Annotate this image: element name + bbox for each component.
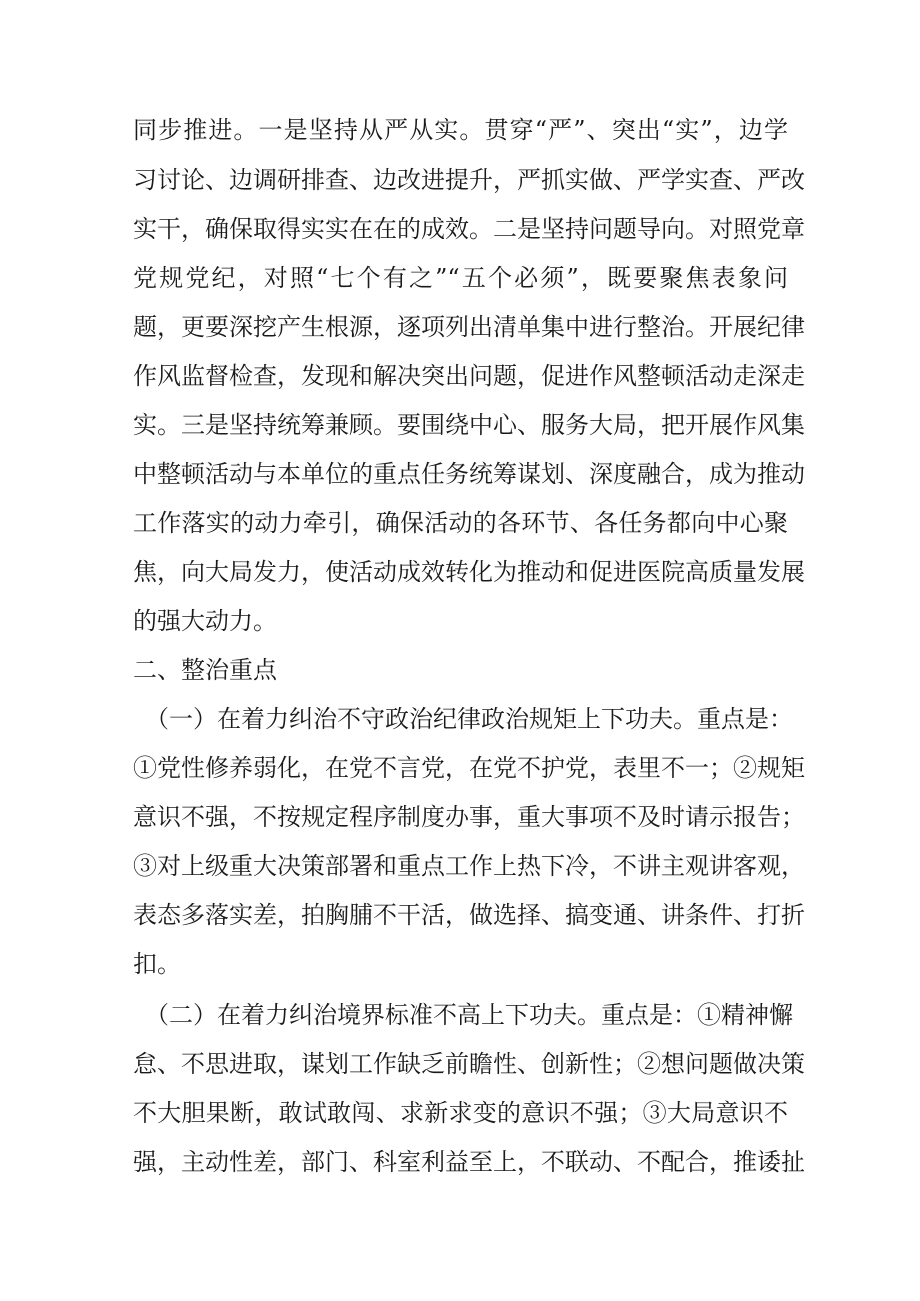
text-line: 习讨论、边调研排查、边改进提升，严抓实做、严学实查、严改	[133, 166, 805, 194]
text-line: 的强大动力。	[133, 607, 277, 635]
text-line: 题，更要深挖产生根源，逐项列出清单集中进行整治。开展纪律	[133, 313, 805, 341]
text-line: 工作落实的动力牵引，确保活动的各环节、各任务都向中心聚	[133, 509, 788, 537]
text-line: 强，主动性差，部门、科室利益至上，不联动、不配合，推诿扯	[133, 1148, 805, 1176]
text-line: 实。三是坚持统筹兼顾。要围绕中心、服务大局，把开展作风集	[133, 411, 805, 439]
text-line: 表态多落实差，拍胸脯不干活，做选择、搞变通、讲条件、打折	[133, 901, 805, 929]
text-line: 同步推进。一是坚持从严从实。贯穿“严”、突出“实”，边学	[133, 116, 788, 144]
text-line: ③对上级重大决策部署和重点工作上热下冷，不讲主观讲客观，	[133, 852, 805, 880]
text-line: 实干，确保取得实实在在的成效。二是坚持问题导向。对照党章	[133, 215, 805, 243]
text-line: 焦，向大局发力，使活动成效转化为推动和促进医院高质量发展	[133, 558, 805, 586]
paragraph-start-line: （一）在着力纠治不守政治纪律政治规矩上下功夫。重点是：	[145, 705, 793, 733]
text-line: 扣。	[133, 950, 181, 978]
paragraph-start-line: （二）在着力纠治境界标准不高上下功夫。重点是：①精神懈	[145, 1001, 793, 1029]
section-heading: 二、整治重点	[133, 656, 277, 684]
text-line: 不大胆果断，敢试敢闯、求新求变的意识不强；③大局意识不	[133, 1099, 788, 1127]
text-line: 党规党纪，对照“七个有之”“五个必须”，既要聚焦表象问	[133, 264, 788, 292]
text-line: ①党性修养弱化，在党不言党，在党不护党，表里不一；②规矩	[133, 754, 805, 782]
text-line: 意识不强，不按规定程序制度办事，重大事项不及时请示报告；	[133, 803, 805, 831]
text-line: 作风监督检查，发现和解决突出问题，促进作风整顿活动走深走	[133, 362, 805, 390]
text-line: 怠、不思进取，谋划工作缺乏前瞻性、创新性；②想问题做决策	[133, 1050, 805, 1078]
text-line: 中整顿活动与本单位的重点任务统筹谋划、深度融合，成为推动	[133, 460, 805, 488]
